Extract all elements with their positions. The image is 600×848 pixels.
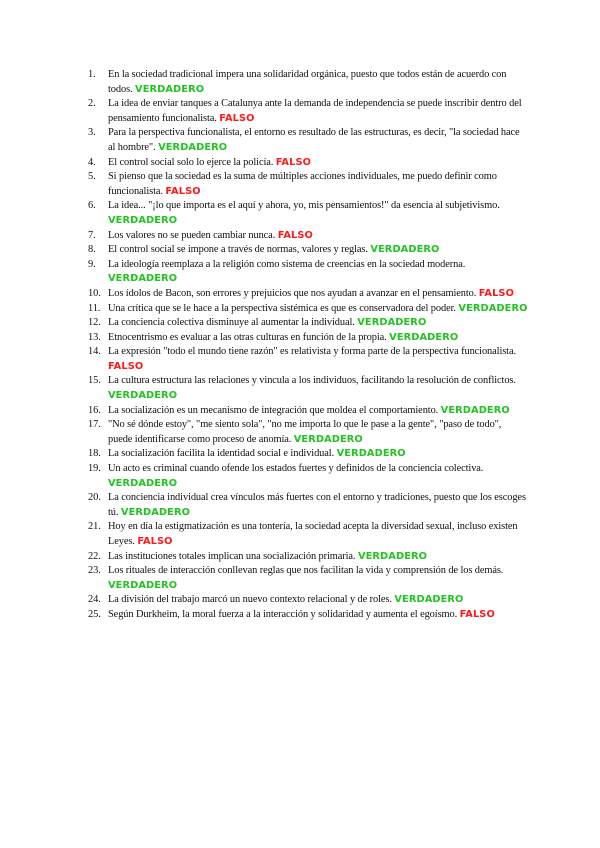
list-item: [88, 126, 528, 155]
answer-true: VERDADERO: [458, 302, 528, 314]
answer-true: VERDADERO: [108, 477, 178, 489]
item-statement: La conciencia individual crea vínculos más fuertes con el entorno y tradiciones, puesto que los escoges tú.: [108, 492, 526, 518]
item-statement: Los ídolos de Bacon, son errores y prejuicios que nos ayudan a avanzar en el pensamiento.: [108, 287, 479, 299]
list-item: [88, 156, 528, 171]
item-statement: Las instituciones totales implican una socialización primaria.: [108, 550, 358, 562]
list-item: [88, 302, 528, 317]
list-item: [88, 491, 528, 520]
item-statement: La cultura estructura las relaciones y vincula a los individuos, facilitando la resolución de conflictos.: [108, 375, 516, 387]
list-item: [88, 564, 528, 593]
list-item: [88, 170, 528, 199]
list-item: [88, 550, 528, 565]
item-statement: Si pienso que la sociedad es la suma de múltiples acciones individuales, me puedo definir como funcionalista.: [108, 171, 497, 197]
answer-true: VERDADERO: [108, 273, 178, 285]
answer-true: VERDADERO: [158, 141, 228, 153]
answer-true: VERDADERO: [357, 317, 427, 329]
item-statement: Los rituales de interacción conllevan reglas que nos facilitan la vida y comprensión de los demás.: [108, 565, 504, 577]
item-statement: En la sociedad tradicional impera una solidaridad orgánica, puesto que todos están de acuerdo con todos.: [108, 69, 507, 95]
item-number: 20.: [88, 492, 101, 504]
answer-true: VERDADERO: [108, 214, 178, 226]
item-statement: Para la perspectiva funcionalista, el entorno es resultado de las estructuras, es decir, "la sociedad hace al hombre".: [108, 127, 520, 153]
item-number: 8.: [88, 244, 96, 256]
list-item: [88, 593, 528, 608]
item-number: 4.: [88, 156, 96, 168]
list-item: [88, 287, 528, 302]
item-statement: El control social solo lo ejerce la policía.: [108, 156, 276, 168]
list-item: [88, 316, 528, 331]
answer-true: VERDADERO: [440, 404, 510, 416]
answer-false: FALSO: [478, 287, 515, 299]
list-item: [88, 418, 528, 447]
item-number: 7.: [88, 229, 96, 241]
item-statement: La expresión "todo el mundo tiene razón" es relativista y forma parte de la perspectiva funcionalista.: [108, 346, 516, 358]
item-statement: La conciencia colectiva disminuye al aumentar la individual.: [108, 317, 358, 329]
answer-false: FALSO: [137, 536, 173, 547]
item-number: 12.: [88, 317, 101, 329]
item-statement: Etnocentrismo es evaluar a las otras culturas en función de la propia.: [108, 331, 390, 343]
item-number: 1.: [88, 69, 96, 80]
item-number: 5.: [88, 171, 96, 183]
item-statement: La socialización facilita la identidad social e individual.: [108, 448, 337, 460]
answer-false: FALSO: [219, 112, 255, 124]
answer-false: FALSO: [275, 156, 312, 168]
item-number: 25.: [88, 608, 101, 620]
answer-true: VERDADERO: [120, 506, 191, 518]
item-number: 21.: [88, 521, 101, 533]
answer-true: VERDADERO: [108, 390, 178, 402]
answer-true: VERDADERO: [370, 244, 440, 256]
item-number: 16.: [88, 404, 101, 416]
item-statement: La idea de enviar tanques a Catalunya ante la demanda de independencia se puede inscribir dentro del pensamiento funcionalista.: [108, 98, 522, 124]
answer-false: FALSO: [108, 360, 144, 372]
list-item: [88, 229, 528, 244]
item-number: 22.: [88, 550, 101, 562]
item-statement: La ideología reemplaza a la religión como sistema de creencias en la sociedad moderna.: [108, 258, 466, 270]
item-number: 17.: [88, 419, 101, 431]
item-statement: "No sé dónde estoy", "me siento sola", "no me importa lo que le pase a la gente", "paso de todo", puede identificarse como proceso de anomía.: [108, 419, 502, 445]
answer-true: VERDADERO: [389, 331, 459, 343]
item-number: 13.: [88, 331, 101, 343]
item-number: 24.: [88, 594, 101, 606]
list-item: [88, 447, 528, 462]
item-statement: Hoy en día la estigmatización es una tontería, la sociedad acepta la diversidad sexual, incluso existen Leyes.: [108, 521, 518, 547]
list-item: [88, 68, 528, 97]
item-statement: La idea... "¡lo que importa es el aquí y ahora, yo, mis pensamientos!" da esencia al subjetivismo.: [108, 200, 500, 212]
item-statement: El control social se impone a través de normas, valores y reglas.: [108, 244, 371, 256]
item-statement: La división del trabajo marcó un nuevo contexto relacional y de roles.: [108, 594, 395, 606]
list-item: [88, 345, 528, 374]
list-item: [88, 199, 528, 228]
item-number: 18.: [88, 448, 101, 460]
answer-true: VERDADERO: [135, 83, 205, 95]
list-item: [88, 520, 528, 549]
list-item: [88, 462, 528, 491]
answer-true: VERDADERO: [293, 433, 363, 445]
list-item: [88, 243, 528, 258]
answer-false: FALSO: [165, 185, 201, 197]
item-statement: Una crítica que se le hace a la perspectiva sistémica es que es conservadora del poder.: [108, 302, 459, 314]
item-number: 11.: [88, 302, 101, 314]
item-number: 10.: [88, 287, 101, 299]
answer-true: VERDADERO: [394, 594, 464, 606]
answer-true: VERDADERO: [357, 550, 428, 562]
answer-true: VERDADERO: [336, 448, 406, 460]
item-statement: Según Durkheim, la moral fuerza a la interacción y solidaridad y aumenta el egoísmo.: [108, 608, 460, 620]
answer-false: FALSO: [459, 608, 495, 620]
list-item: [88, 404, 528, 419]
list-item: [88, 97, 528, 126]
item-number: 14.: [88, 346, 101, 358]
list-item: [88, 331, 528, 346]
item-number: 19.: [88, 463, 101, 475]
item-number: 23.: [88, 565, 101, 577]
item-statement: Los valores no se pueden cambiar nunca.: [108, 229, 278, 241]
list-item: [88, 608, 528, 623]
list-item: [88, 374, 528, 403]
answer-false: FALSO: [277, 229, 313, 241]
item-statement: Un acto es criminal cuando ofende los estados fuertes y definidos de la conciencia colectiva.: [108, 463, 484, 475]
item-number: 3.: [88, 127, 96, 139]
item-number: 6.: [88, 200, 96, 212]
question-list: [88, 68, 528, 623]
item-number: 2.: [88, 98, 96, 110]
list-item: [88, 258, 528, 287]
answer-true: VERDADERO: [108, 579, 178, 591]
item-number: 15.: [88, 375, 101, 387]
item-statement: La socialización es un mecanismo de integración que moldea el comportamiento.: [108, 404, 441, 416]
item-number: 9.: [88, 258, 96, 270]
